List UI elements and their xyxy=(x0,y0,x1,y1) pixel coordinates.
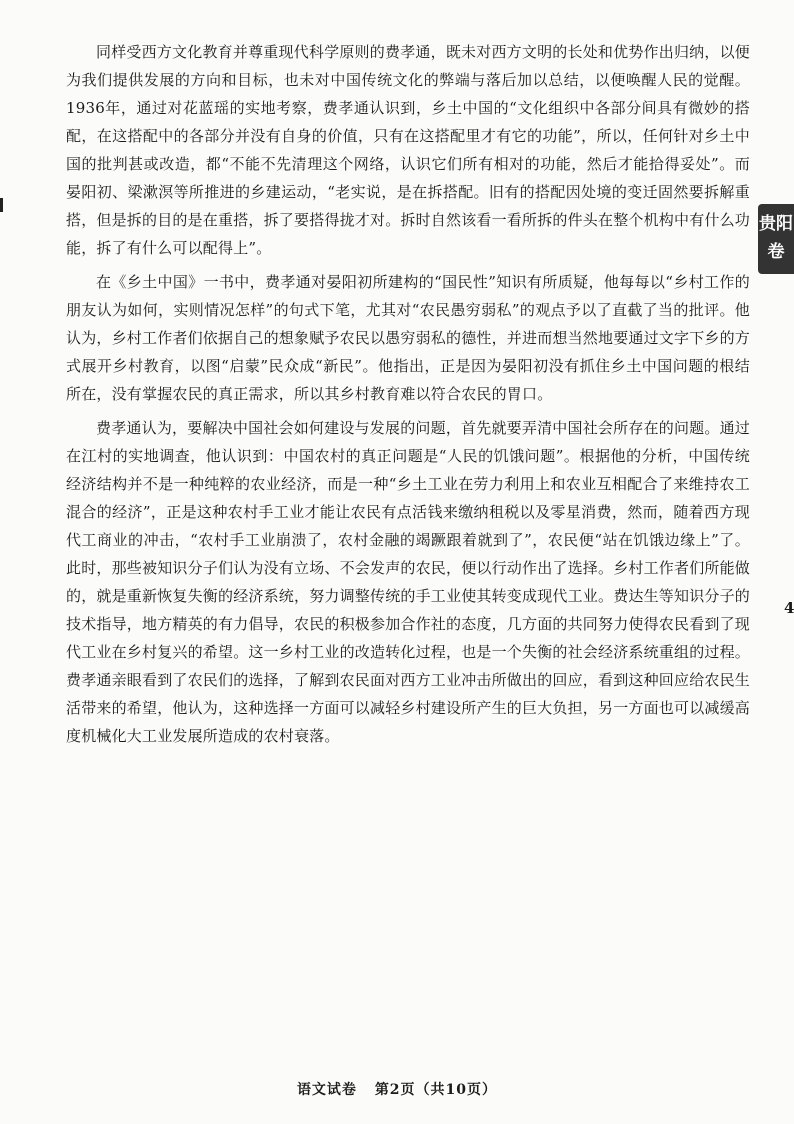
paragraph-3: 费孝通认为，要解决中国社会如何建设与发展的问题，首先就要弄清中国社会所存在的问题。通过在江村的实地调查，他认识到：中国农村的真正问题是“人民的饥饿问题”。根据他的分析，中国传统经济结构并不是一种纯粹的农业经济，而是一种“乡土工业在劳力利用上和农业互相配合了来维持农工混合的经济”，正是这种农村手工业才能让农民有点活钱来缴纳租税以及零星消费，然而，随着西方现代工商业的冲击，“农村手工业崩溃了，农村金融的竭蹶跟着就到了”，农民便“站在饥饿边缘上”了。此时，那些被知识分子们认为没有立场、不会发声的农民，便以行动作出了选择。乡村工作者们所能做的，就是重新恢复失衡的经济系统，努力调整传统的手工业使其转变成现代工业。费达生等知识分子的技术指导，地方精英的有力倡导，农民的积极参加合作社的态度，几方面的共同努力使得农民看到了现代工业在乡村复兴的希望。这一乡村工业的改造转化过程，也是一个失衡的社会经济系统重组的过程。费孝通亲眼看到了农民们的选择，了解到农民面对西方工业冲击所做出的回应，看到这种回应给农民生活带来的希望，他认为，这种选择一方面可以减轻乡村建设所产生的巨大负担，另一方面也可以减缓高度机械化大工业发展所造成的农村衰落。 xyxy=(66,419,751,745)
stamp-line-1: 贵阳 xyxy=(759,214,793,234)
footer-page-number: 第2页（共10页） xyxy=(374,1082,498,1098)
footer-subject: 语文试卷 xyxy=(296,1082,357,1098)
paragraph-1: 同样受西方文化教育并尊重现代科学原则的费孝通，既未对西方文明的长处和优势作出归纳，以便为我们提供发展的方向和目标，也未对中国传统文化的弊端与落后加以总结，以便唤醒人民的觉醒。1936年，通过对花蓝瑶的实地考察，费孝通认识到，乡土中国的“文化组织中各部分间具有微妙的搭配，在这搭配中的各部分并没有自身的价值，只有在这搭配里才有它的功能”，所以，任何针对乡土中国的批判甚或改造，都“不能不先清理这个网络，认识它们所有相对的功能，然后才能拾得妥处”。而晏阳初、梁漱溟等所推进的乡建运动，“老实说，是在拆搭配。旧有的搭配因处境的变迁固然要拆解重搭，但是拆的目的是在重搭，拆了要搭得拢才对。拆时自然该看一看所拆的件头在整个机构中有什么功能，拆了有什么可以配得上”。 xyxy=(66,43,751,257)
page-footer xyxy=(0,1079,794,1099)
paragraph-2: 在《乡土中国》一书中，费孝通对晏阳初所建构的“国民性”知识有所质疑，他每每以“乡村工作的朋友认为如何，实则情况怎样”的句式下笔，尤其对“农民愚穷弱私”的观点予以了直截了当的批评。他认为，乡村工作者们依据自己的想象赋予农民以愚穷弱私的德性，并进而想当然地要通过文字下乡的方式展开乡村教育，以图“启蒙”民众成“新民”。他指出，正是因为晏阳初没有抓住乡土中国问题的根结所在，没有掌握农民的真正需求，所以其乡村教育难以符合农民的胃口。 xyxy=(66,273,751,403)
cropped-edge-mark: 4 xyxy=(784,599,794,617)
scan-edge-mark xyxy=(0,198,3,212)
article-body xyxy=(66,38,750,750)
region-stamp xyxy=(758,204,794,274)
stamp-line-2: 卷 xyxy=(767,242,785,262)
